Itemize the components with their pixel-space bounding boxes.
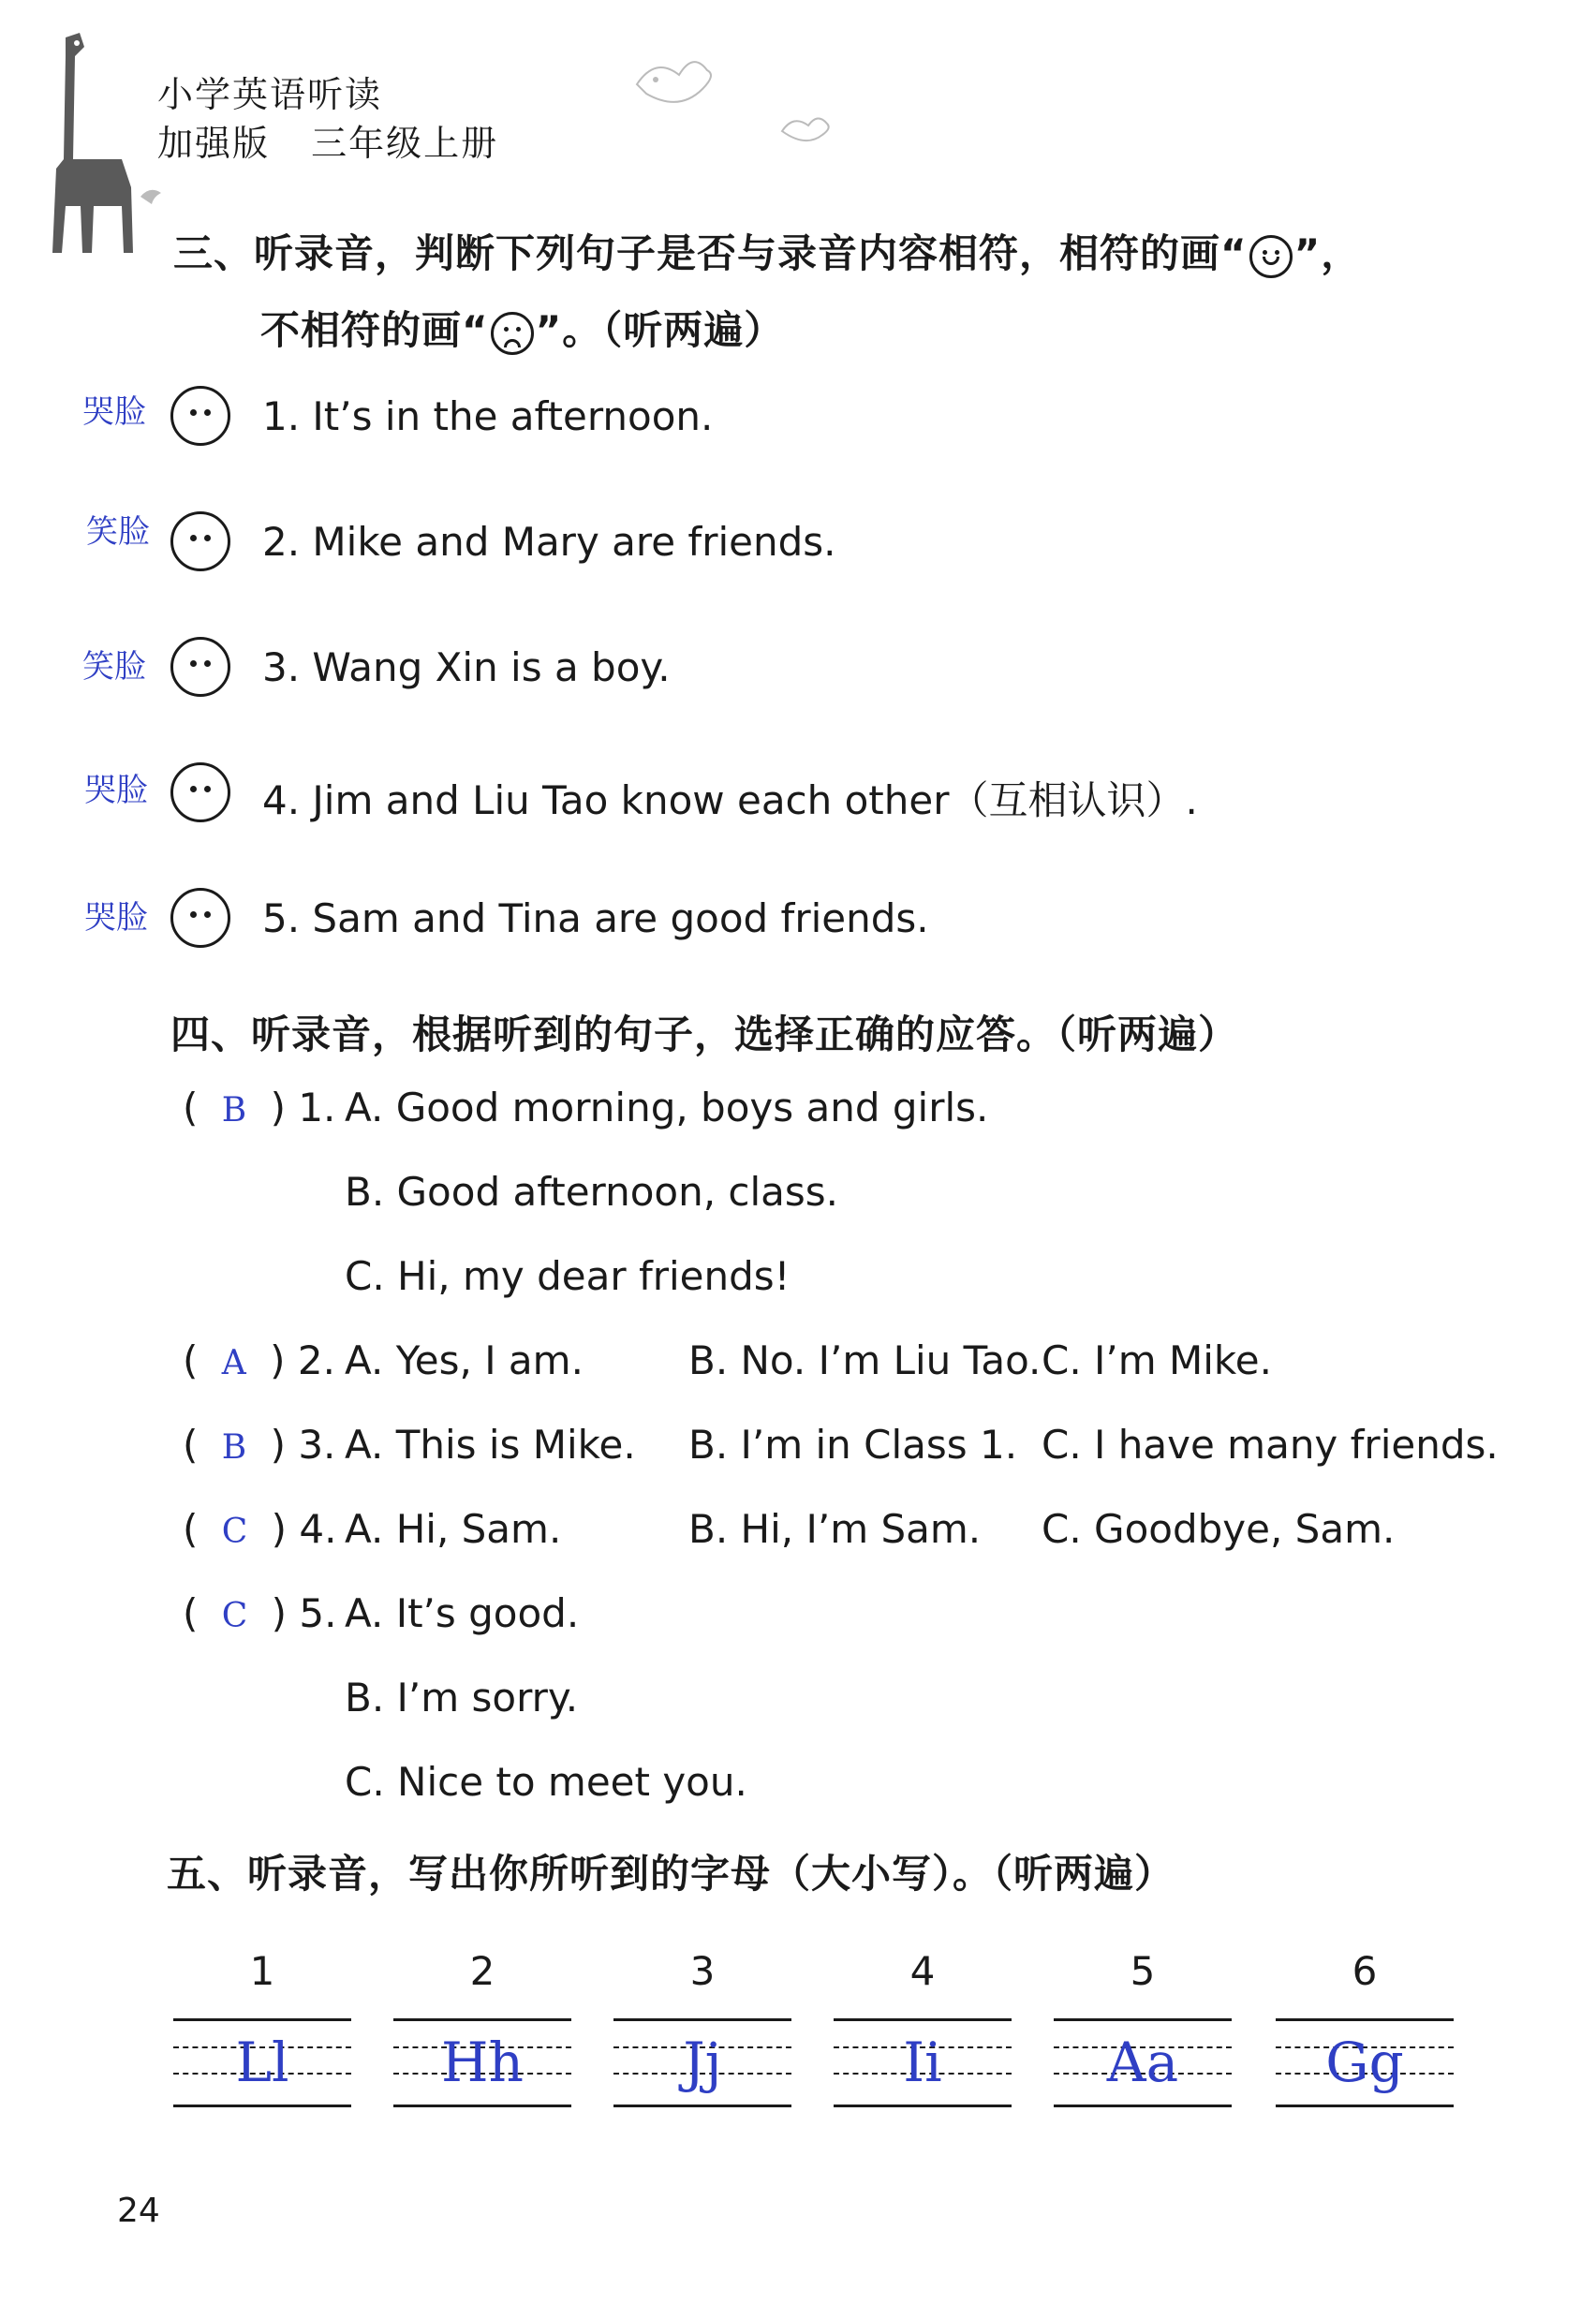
choice-q2 (183, 1337, 335, 1383)
sad-face-icon (491, 312, 534, 355)
q5-option-b: B. I’m sorry. (345, 1675, 579, 1721)
q5-option-a: A. It’s good. (345, 1590, 580, 1636)
choice-answer-2: A (221, 1344, 246, 1382)
q3-option-c: C. I have many friends. (1042, 1422, 1499, 1468)
tf-item-2: 2. Mike and Mary are friends. (262, 519, 836, 565)
letter-answer-2: Hh (441, 2031, 524, 2094)
tf-item-4: 4. Jim and Liu Tao know each other（互相认识）. (262, 777, 1198, 823)
q2-option-b: B. No. I’m Liu Tao. (688, 1337, 1042, 1383)
page-number: 24 (117, 2192, 160, 2230)
question-number: 3. (298, 1422, 336, 1468)
letter-answer-1: Ll (235, 2031, 289, 2094)
section3-title-part-a: 三、听录音，判断下列句子是否与录音内容相符，相符的画“ (173, 230, 1248, 276)
tf-answer-2: 笑脸 (86, 513, 150, 551)
choice-answer-3: B (221, 1428, 247, 1467)
paren-open: ( (183, 1422, 199, 1468)
slot-number: 5 (1130, 1948, 1156, 1994)
q5-option-c: C. Nice to meet you. (345, 1759, 747, 1805)
letter-answer-5: Aa (1106, 2031, 1179, 2094)
q1-option-b: B. Good afternoon, class. (345, 1169, 839, 1215)
q1-option-c: C. Hi, my dear friends! (345, 1253, 791, 1299)
section3-title-part-d: ”。（听两遍） (535, 307, 785, 353)
tf-answer-4: 哭脸 (84, 772, 148, 809)
question-number: 1. (298, 1085, 336, 1130)
choice-answer-1: B (221, 1091, 247, 1130)
bird-doodle (628, 47, 740, 122)
paren-close: ) (270, 1085, 286, 1130)
choice-q3 (183, 1422, 335, 1468)
letter-answer-3: Jj (683, 2031, 722, 2094)
face-circle-icon[interactable] (170, 511, 230, 571)
paren-close: ) (271, 1590, 288, 1636)
choice-q1 (183, 1085, 335, 1130)
bird-doodle-small (777, 108, 843, 150)
paren-open: ( (183, 1337, 199, 1383)
q2-option-a: A. Yes, I am. (345, 1337, 584, 1383)
paren-close: ) (271, 1506, 288, 1552)
face-circle-icon[interactable] (170, 762, 230, 822)
tf-answer-3: 笑脸 (82, 648, 146, 686)
giraffe-illustration (28, 28, 178, 262)
choice-q5 (183, 1590, 336, 1636)
face-circle-icon[interactable] (170, 888, 230, 948)
q4-option-a: A. Hi, Sam. (345, 1506, 562, 1552)
q1-option-a: A. Good morning, boys and girls. (345, 1085, 989, 1130)
section3-title-part-c: 不相符的画“ (260, 307, 489, 353)
letter-answer-6: Gg (1325, 2031, 1404, 2094)
face-circle-icon[interactable] (170, 386, 230, 446)
q3-option-b: B. I’m in Class 1. (688, 1422, 1018, 1468)
edition-label: 加强版 (157, 123, 271, 164)
q4-option-c: C. Goodbye, Sam. (1042, 1506, 1396, 1552)
letter-answer-4: Ii (903, 2031, 942, 2094)
paren-close: ) (270, 1422, 286, 1468)
tf-answer-1: 哭脸 (82, 393, 146, 431)
tf-item-5: 5. Sam and Tina are good friends. (262, 895, 929, 941)
slot-number: 2 (469, 1948, 495, 1994)
tf-item-1: 1. It’s in the afternoon. (262, 393, 714, 439)
slot-number: 4 (909, 1948, 936, 1994)
section4-title: 四、听录音，根据听到的句子，选择正确的应答。（听两遍） (170, 1012, 1239, 1057)
tf-item-3: 3. Wang Xin is a boy. (262, 644, 671, 690)
paren-open: ( (183, 1085, 199, 1130)
question-number: 2. (297, 1337, 335, 1383)
paren-close: ) (270, 1337, 286, 1383)
choice-answer-5: C (221, 1597, 248, 1635)
tf-answer-5: 哭脸 (84, 899, 148, 937)
grade-label: 三年级上册 (311, 123, 499, 164)
book-series-title: 小学英语听读 (157, 74, 383, 115)
question-number: 5. (299, 1590, 337, 1636)
section3-title-line1 (173, 223, 1361, 279)
q2-option-c: C. I’m Mike. (1042, 1337, 1272, 1383)
choice-answer-4: C (221, 1513, 248, 1551)
slot-number: 1 (249, 1948, 275, 1994)
q3-option-a: A. This is Mike. (345, 1422, 636, 1468)
section3-title-line2 (260, 300, 784, 356)
face-circle-icon[interactable] (170, 637, 230, 697)
question-number: 4. (299, 1506, 337, 1552)
choice-q4 (183, 1506, 336, 1552)
section5-title: 五、听录音，写出你所听到的字母（大小写）。（听两遍） (167, 1851, 1175, 1897)
q4-option-b: B. Hi, I’m Sam. (688, 1506, 982, 1552)
book-edition (157, 114, 498, 166)
slot-number: 6 (1352, 1948, 1378, 1994)
section3-title-part-b: ”， (1293, 230, 1362, 276)
smiley-face-icon (1249, 235, 1293, 278)
paren-open: ( (183, 1590, 199, 1636)
slot-number: 3 (689, 1948, 716, 1994)
paren-open: ( (183, 1506, 199, 1552)
